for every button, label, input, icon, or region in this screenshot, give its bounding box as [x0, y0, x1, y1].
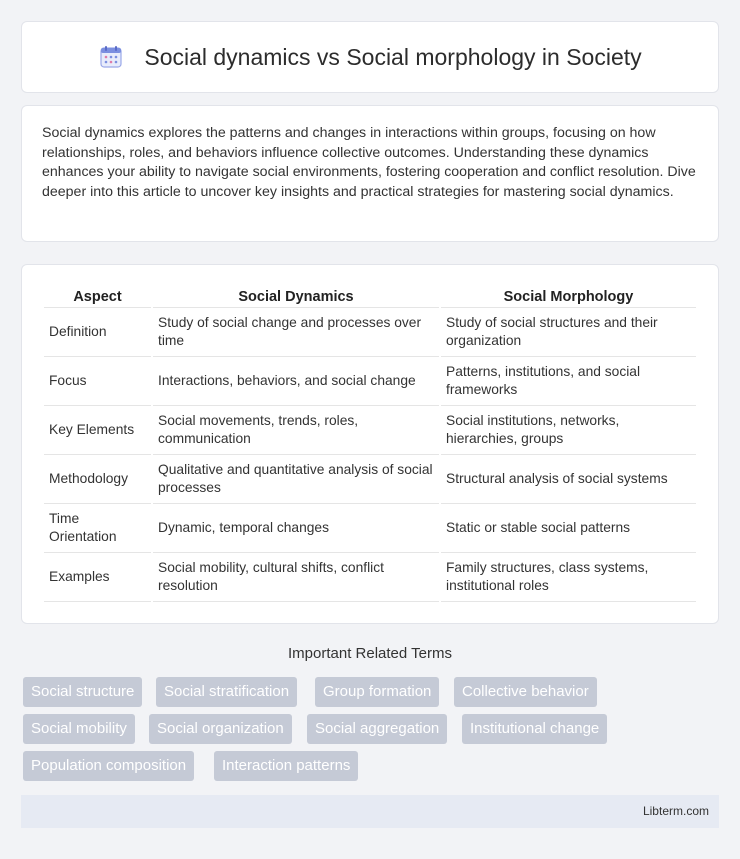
column-header-social-morphology: Social Morphology — [441, 285, 696, 308]
related-term-tag[interactable]: Social aggregation — [307, 714, 447, 744]
related-term-tag[interactable]: Group formation — [315, 677, 439, 707]
header-card — [21, 21, 719, 93]
table-row — [44, 504, 696, 553]
table-cell: Social movements, trends, roles, communication — [153, 406, 439, 455]
related-term-tag[interactable]: Collective behavior — [454, 677, 597, 707]
table-cell: Study of social change and processes over time — [153, 308, 439, 357]
table-row — [44, 406, 696, 455]
table-row — [44, 553, 696, 602]
calendar-icon — [98, 44, 124, 70]
intro-text: Social dynamics explores the patterns and changes in interactions within groups, focusing on how relationships, roles, and behaviors influence collective outcomes. Understanding these dynamics enhances your ability to navigate social environments, fostering cooperation and conflict resolution. Dive deeper into this article to uncover key insights and practical strategies for mastering social dynamics. — [42, 125, 696, 200]
table-cell: Social institutions, networks, hierarchies, groups — [441, 406, 696, 455]
table-cell: Patterns, institutions, and social frameworks — [441, 357, 696, 406]
intro-card — [21, 105, 719, 242]
table-cell: Family structures, class systems, institutional roles — [441, 553, 696, 602]
related-term-tag[interactable]: Institutional change — [462, 714, 607, 744]
table-cell: Examples — [44, 553, 151, 602]
table-cell: Methodology — [44, 455, 151, 504]
related-term-tag[interactable]: Social stratification — [156, 677, 297, 707]
table-cell: Key Elements — [44, 406, 151, 455]
related-term-tag[interactable]: Social structure — [23, 677, 142, 707]
table-cell: Focus — [44, 357, 151, 406]
footer — [21, 795, 719, 828]
related-term-tag[interactable]: Social organization — [149, 714, 292, 744]
table-row — [44, 455, 696, 504]
table-row — [44, 357, 696, 406]
related-term-tag[interactable]: Interaction patterns — [214, 751, 358, 781]
footer-site-link[interactable]: Libterm.com — [642, 804, 709, 818]
page-title: Social dynamics vs Social morphology in Society — [144, 43, 642, 70]
table-cell: Static or stable social patterns — [441, 504, 696, 553]
column-header-social-dynamics: Social Dynamics — [153, 285, 439, 308]
related-terms-title: Important Related Terms — [288, 645, 452, 662]
table-cell: Social mobility, cultural shifts, conflict resolution — [153, 553, 439, 602]
related-term-tag[interactable]: Population composition — [23, 751, 194, 781]
table-cell: Qualitative and quantitative analysis of social processes — [153, 455, 439, 504]
table-row — [44, 308, 696, 357]
table-cell: Interactions, behaviors, and social change — [153, 357, 439, 406]
column-header-aspect: Aspect — [44, 285, 151, 308]
table-cell: Definition — [44, 308, 151, 357]
comparison-card — [21, 264, 719, 624]
table-cell: Structural analysis of social systems — [441, 455, 696, 504]
table-cell: Dynamic, temporal changes — [153, 504, 439, 553]
table-cell: Study of social structures and their organization — [441, 308, 696, 357]
related-term-tag[interactable]: Social mobility — [23, 714, 135, 744]
table-cell: Time Orientation — [44, 504, 151, 553]
comparison-table — [42, 285, 698, 602]
